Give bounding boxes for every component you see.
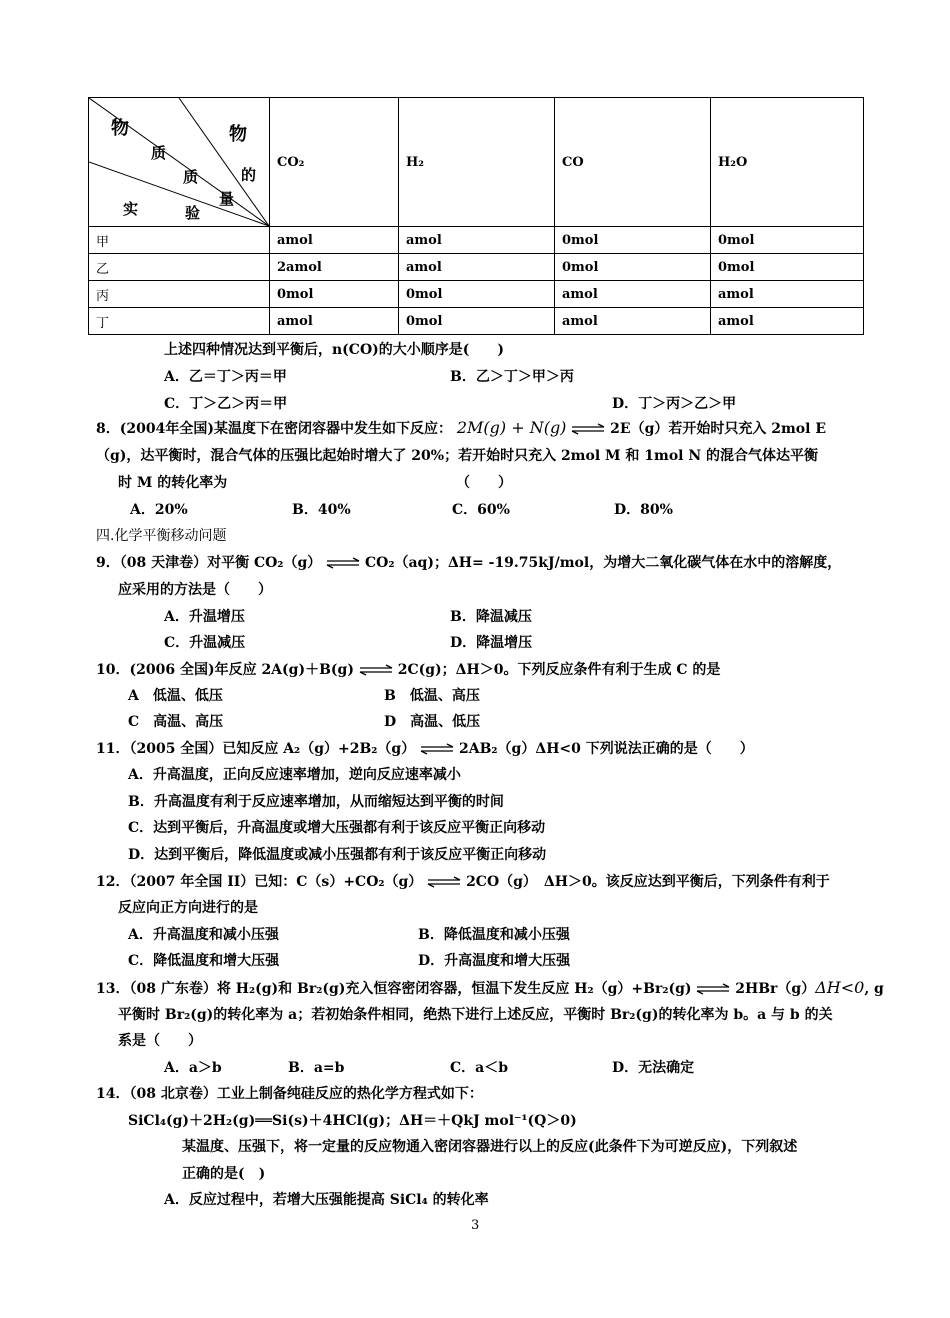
q11-suffix: 2AB₂（g）ΔH<0 下列说法正确的是（ ） xyxy=(458,741,754,757)
table-row xyxy=(89,254,864,281)
table-cell: amol xyxy=(270,308,399,335)
q13-option-b: B．a=b xyxy=(288,1060,345,1076)
table-cell: 0mol xyxy=(399,308,555,335)
q10-option-c: C 高温、高压 xyxy=(128,714,224,730)
q9-line1 xyxy=(96,553,841,573)
q8-line2: （g)，达平衡时，混合气体的压强比起始时增大了 20%；若开始时只充入 2mol M 和 1mol N 的混合气体达平衡 xyxy=(96,448,819,464)
table-row xyxy=(89,308,864,335)
q10-suffix: 2C(g)；ΔH＞0。下列反应条件有利于生成 C 的是 xyxy=(397,662,721,678)
corner-glyph-1: 物 xyxy=(111,118,129,139)
table-cell: amol xyxy=(399,227,555,254)
q8-option-c: C．60% xyxy=(452,502,510,518)
corner-glyph-3: 物 xyxy=(229,124,247,145)
q8-line3: 时 M 的转化率为 xyxy=(118,475,228,491)
table-cell: amol xyxy=(399,254,555,281)
corner-glyph-5: 的 xyxy=(241,166,257,184)
data-table xyxy=(88,97,864,335)
table-cell: 0mol xyxy=(555,227,711,254)
equilibrium-arrow-icon xyxy=(420,743,454,755)
table-cell: amol xyxy=(270,227,399,254)
header-h2: H₂ xyxy=(399,98,555,227)
q12-suffix: 2CO（g） ΔH＞0。该反应达到平衡后，下列条件有利于 xyxy=(466,874,830,890)
equilibrium-arrow-icon xyxy=(359,664,393,676)
table-cell: amol xyxy=(711,308,864,335)
q10-line1 xyxy=(96,660,720,680)
header-co: CO xyxy=(555,98,711,227)
q13-delta-h: ΔH<0 xyxy=(815,978,865,997)
row-label: 乙 xyxy=(89,254,270,281)
q13-tail: , g xyxy=(864,981,884,997)
page-number: 3 xyxy=(471,1218,480,1233)
q13-line2: 平衡时 Br₂(g)的转化率为 a；若初始条件相同，绝热下进行上述反应，平衡时 Br₂(g)的转化率为 b。a 与 b 的关 xyxy=(118,1007,833,1023)
q11-option-b: B．升高温度有利于反应速率增加，从而缩短达到平衡的时间 xyxy=(128,794,504,810)
table-cell: amol xyxy=(555,308,711,335)
q12-option-b: B．降低温度和减小压强 xyxy=(418,927,570,943)
table-cell: 2amol xyxy=(270,254,399,281)
table-cell: 0mol xyxy=(555,254,711,281)
q11-line1 xyxy=(96,739,754,759)
q10-option-d: D 高温、低压 xyxy=(384,714,481,730)
table-cell: 0mol xyxy=(270,281,399,308)
q7-option-a: A．乙＝丁＞丙＝甲 xyxy=(164,369,287,385)
q11-option-c: C．达到平衡后，升高温度或增大压强都有利于该反应平衡正向移动 xyxy=(128,820,546,836)
q8-option-d: D．80% xyxy=(614,502,673,518)
q12-option-d: D．升高温度和增大压强 xyxy=(418,953,571,969)
q13-line1 xyxy=(96,978,884,999)
equilibrium-arrow-icon xyxy=(427,876,461,888)
q8-option-b: B．40% xyxy=(292,502,351,518)
equilibrium-arrow-icon xyxy=(696,983,730,995)
header-h2o: H₂O xyxy=(711,98,864,227)
q13-prefix: 13．（08 广东卷）将 H₂(g)和 Br₂(g)充入恒容密闭容器，恒温下发生反应 H₂（g）+Br₂(g) xyxy=(96,981,692,997)
q11-option-d: D．达到平衡后，降低温度或减小压强都有利于该反应平衡正向移动 xyxy=(128,847,547,863)
q7-option-d: D．丁＞丙＞乙＞甲 xyxy=(612,396,737,412)
q8-answer-paren: （ ） xyxy=(456,475,512,491)
q13-line3: 系是（ ） xyxy=(118,1033,202,1049)
q10-option-b: B 低温、高压 xyxy=(384,688,480,704)
q10-prefix: 10．(2006 全国)年反应 2A(g)＋B(g) xyxy=(96,662,354,678)
q8-equation: 2M(g) + N(g) xyxy=(456,418,567,437)
q14-line2: 某温度、压强下，将一定量的反应物通入密闭容器进行以上的反应(此条件下为可逆反应)，下列叙述 xyxy=(182,1139,798,1155)
q8-prefix: 8．(2004年全国)某温度下在密闭容器中发生如下反应： xyxy=(96,421,452,437)
q8-option-a: A．20% xyxy=(130,502,188,518)
corner-glyph-6: 量 xyxy=(219,190,235,208)
q9-line2: 应采用的方法是（ ） xyxy=(118,582,272,598)
q8-suffix: 2E（g）若开始时只充入 2mol E xyxy=(610,421,827,437)
q12-option-a: A．升高温度和减小压强 xyxy=(128,927,279,943)
q11-option-a: A．升高温度，正向反应速率增加，逆向反应速率减小 xyxy=(128,767,461,783)
q13-option-d: D．无法确定 xyxy=(612,1060,695,1076)
q7-option-c: C．丁＞乙＞丙＝甲 xyxy=(164,396,288,412)
q10-option-a: A 低温、低压 xyxy=(128,688,223,704)
q9-option-c: C．升温减压 xyxy=(164,635,246,651)
table-cell: 0mol xyxy=(711,254,864,281)
q8-line1 xyxy=(96,418,826,439)
q7-stem: 上述四种情况达到平衡后，n(CO)的大小顺序是( ) xyxy=(164,342,505,358)
q9-option-a: A．升温增压 xyxy=(164,609,245,625)
q14-line3: 正确的是( ) xyxy=(182,1166,266,1182)
corner-glyph-8: 验 xyxy=(185,204,201,222)
corner-glyph-2: 质 xyxy=(151,144,167,162)
q9-suffix: CO₂（aq)；ΔH= -19.75kJ/mol，为增大二氧化碳气体在水中的溶解度， xyxy=(364,555,842,571)
q13-suffix: 2HBr（g） xyxy=(735,981,816,997)
table-row xyxy=(89,281,864,308)
row-label: 丙 xyxy=(89,281,270,308)
table-cell: 0mol xyxy=(399,281,555,308)
row-label: 甲 xyxy=(89,227,270,254)
q12-line1 xyxy=(96,872,830,892)
header-co2: CO₂ xyxy=(270,98,399,227)
table-cell: amol xyxy=(711,281,864,308)
equilibrium-arrow-icon xyxy=(326,557,360,569)
q14-equation: SiCl₄(g)＋2H₂(g)══Si(s)＋4HCl(g)；ΔH＝＋QkJ mol⁻¹(Q＞0) xyxy=(128,1113,577,1129)
table-row xyxy=(89,227,864,254)
row-label: 丁 xyxy=(89,308,270,335)
q14-option-a: A．反应过程中，若增大压强能提高 SiCl₄ 的转化率 xyxy=(164,1192,489,1208)
q13-option-a: A．a＞b xyxy=(164,1060,222,1076)
corner-glyph-7: 实 xyxy=(123,200,139,218)
corner-glyph-4: 质 xyxy=(183,168,199,186)
q7-option-b: B．乙＞丁＞甲＞丙 xyxy=(450,369,574,385)
q9-option-b: B．降温减压 xyxy=(450,609,532,625)
equilibrium-arrow-icon xyxy=(571,423,605,435)
q12-prefix: 12．（2007 年全国 II）已知：C（s）+CO₂（g） xyxy=(96,874,423,890)
q13-option-c: C．a＜b xyxy=(450,1060,509,1076)
q11-prefix: 11．（2005 全国）已知反应 A₂（g）+2B₂（g） xyxy=(96,741,416,757)
table-cell: 0mol xyxy=(711,227,864,254)
table-cell: amol xyxy=(555,281,711,308)
section-heading: 四.化学平衡移动问题 xyxy=(96,528,227,544)
diagonal-header-lines xyxy=(89,98,269,226)
q9-option-d: D．降温增压 xyxy=(450,635,533,651)
diagonal-header-cell xyxy=(89,98,270,227)
q14-line1: 14．（08 北京卷）工业上制备纯硅反应的热化学方程式如下： xyxy=(96,1086,483,1102)
q9-prefix: 9．（08 天津卷）对平衡 CO₂（g） xyxy=(96,555,322,571)
q12-line2: 反应向正方向进行的是 xyxy=(118,900,258,916)
q12-option-c: C．降低温度和增大压强 xyxy=(128,953,280,969)
